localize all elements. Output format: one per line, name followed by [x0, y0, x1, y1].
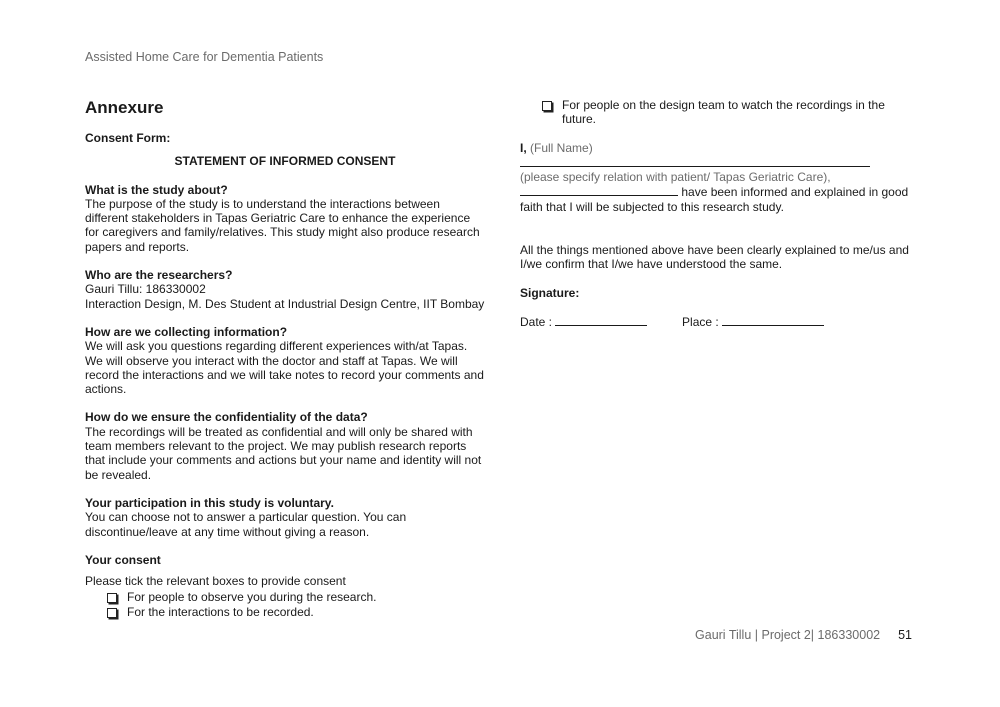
- researcher-name: Gauri Tillu: 186330002: [85, 282, 206, 297]
- checkbox-icon[interactable]: [542, 101, 552, 111]
- relation-hint: (please specify relation with patient/ Tapas Geriatric Care),: [520, 170, 831, 185]
- answer-voluntary: You can choose not to answer a particular question. You can discontinue/leave at any time without giving a reason.: [85, 510, 407, 539]
- consent-option-label: For people on the design team to watch the recordings in the future.: [562, 98, 885, 127]
- consent-option-label: For the interactions to be recorded.: [127, 604, 314, 619]
- date-blank[interactable]: [555, 314, 647, 326]
- question-confidentiality: How do we ensure the confidentiality of the data?: [85, 410, 368, 425]
- informed-statement: [520, 184, 920, 214]
- consent-option-design-team[interactable]: [542, 98, 920, 127]
- right-column: [520, 98, 920, 329]
- consent-option-record[interactable]: [107, 605, 485, 619]
- relation-blank[interactable]: [520, 184, 678, 196]
- place-blank[interactable]: [722, 314, 824, 326]
- participant-name-line: [520, 141, 920, 171]
- place-label: Place :: [682, 314, 719, 329]
- consent-form-label: Consent Form:: [85, 131, 171, 145]
- annexure-heading: Annexure: [85, 98, 164, 117]
- i-label: I,: [520, 140, 527, 155]
- page-number: 51: [898, 628, 912, 642]
- consent-option-observe[interactable]: [107, 590, 485, 604]
- confirmation-statement: All the things mentioned above have been clearly explained to me/us and I/we confirm that I/we have understood the same.: [520, 243, 909, 272]
- answer-study-about: The purpose of the study is to understand the interactions between different stakeholders in Tapas Geriatric Care to enhance the experience for caregivers and family/relatives. This study might also produce research papers and reports.: [85, 196, 480, 254]
- consent-option-label: For people to observe you during the research.: [127, 590, 377, 605]
- question-voluntary: Your participation in this study is voluntary.: [85, 495, 334, 510]
- signature-label: Signature:: [520, 285, 580, 300]
- checkbox-icon[interactable]: [107, 593, 117, 603]
- date-place-line: [520, 314, 920, 329]
- answer-confidentiality: The recordings will be treated as confidential and will only be shared with team members relevant to the project. We may publish research reports that include your comments and actions but your name and identity will not be revealed.: [85, 424, 482, 482]
- statement-heading: STATEMENT OF INFORMED CONSENT: [174, 154, 396, 169]
- left-column: [85, 98, 485, 619]
- consent-instruction: Please tick the relevant boxes to provide consent: [85, 574, 346, 589]
- informed-text: have been informed and explained in good faith that I will be subjected to this research study.: [520, 185, 909, 214]
- question-researchers: Who are the researchers?: [85, 268, 233, 283]
- answer-collecting: We will ask you questions regarding different experiences with/at Tapas. We will observe you interact with the doctor and staff at Tapas. We will record the interactions and we will take notes to record your comments and actions.: [85, 339, 484, 397]
- full-name-hint: (Full Name): [530, 140, 593, 155]
- footer-author: Gauri Tillu | Project 2| 186330002: [695, 628, 881, 642]
- checkbox-icon[interactable]: [107, 608, 117, 618]
- full-name-blank[interactable]: [520, 155, 870, 167]
- researcher-affiliation: Interaction Design, M. Des Student at Industrial Design Centre, IIT Bombay: [85, 296, 485, 311]
- question-collecting: How are we collecting information?: [85, 324, 288, 339]
- date-label: Date :: [520, 314, 553, 329]
- question-consent: Your consent: [85, 552, 161, 567]
- question-study-about: What is the study about?: [85, 182, 228, 197]
- page-footer: [695, 628, 912, 642]
- running-header: Assisted Home Care for Dementia Patients: [85, 50, 324, 64]
